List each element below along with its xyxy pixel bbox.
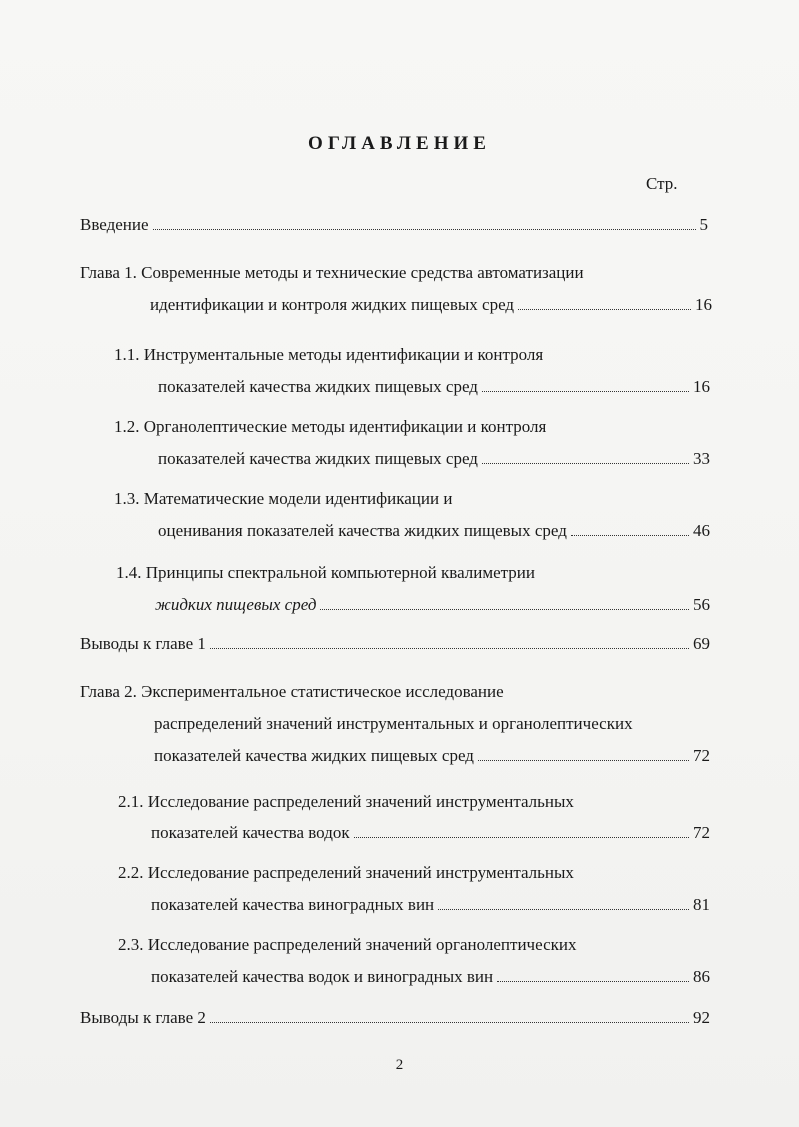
toc-entry-intro[interactable]	[80, 214, 708, 236]
toc-entry-title: Введение	[80, 215, 149, 234]
dot-leader	[210, 647, 689, 649]
toc-page-number: 92	[693, 1008, 710, 1027]
toc-entry-section-1-3[interactable]	[158, 520, 710, 542]
toc-page-number: 16	[695, 295, 712, 314]
toc-page-number: 72	[693, 823, 710, 842]
toc-entry-section-1-1[interactable]	[158, 376, 710, 398]
toc-entry-title: оценивания показателей качества жидких пищевых сред	[158, 521, 567, 540]
toc-section-2-3-heading[interactable]: 2.3. Исследование распределений значений органолептических	[118, 935, 577, 954]
dot-leader	[497, 980, 689, 982]
toc-entry-title: Выводы к главе 1	[80, 634, 206, 653]
toc-section-2-2-heading[interactable]: 2.2. Исследование распределений значений инструментальных	[118, 863, 574, 882]
toc-section-1-2-heading[interactable]: 1.2. Органолептические методы идентификации и контроля	[114, 417, 547, 436]
toc-page-number: 81	[693, 895, 710, 914]
toc-entry-chapter-1[interactable]	[150, 294, 712, 316]
dot-leader	[482, 390, 689, 392]
toc-section-1-3-heading[interactable]: 1.3. Математические модели идентификации и	[114, 489, 453, 508]
toc-section-2-1-heading[interactable]: 2.1. Исследование распределений значений инструментальных	[118, 792, 574, 811]
page-column-label: Стр.	[646, 174, 678, 193]
dot-leader	[153, 228, 696, 230]
toc-entry-title: идентификации и контроля жидких пищевых сред	[150, 295, 515, 314]
toc-entry-title: показателей качества жидких пищевых сред	[158, 449, 478, 468]
toc-chapter-2-heading[interactable]: Глава 2. Экспериментальное статистическое исследование	[80, 682, 504, 701]
toc-entry-conclusions-2[interactable]	[80, 1007, 710, 1029]
toc-entry-title: показателей качества виноградных вин	[151, 895, 435, 914]
toc-entry-section-2-1[interactable]	[151, 822, 710, 844]
toc-entry-section-1-2[interactable]	[158, 448, 710, 470]
toc-entry-title: показателей качества жидких пищевых сред	[158, 377, 478, 396]
toc-page-number: 86	[693, 967, 710, 986]
toc-entry-chapter-2[interactable]	[154, 745, 710, 767]
toc-page-number: 56	[693, 595, 710, 614]
toc-entry-title: жидких пищевых сред	[155, 595, 317, 614]
dot-leader	[482, 462, 689, 464]
dot-leader	[354, 836, 689, 838]
toc-entry-section-2-2[interactable]	[151, 894, 710, 916]
dot-leader	[210, 1021, 689, 1023]
dot-leader	[478, 759, 689, 761]
toc-section-1-4-heading[interactable]: 1.4. Принципы спектральной компьютерной квалиметрии	[116, 563, 535, 582]
toc-page-number: 69	[693, 634, 710, 653]
toc-entry-title: показателей качества водок	[151, 823, 350, 842]
dot-leader	[571, 534, 689, 536]
toc-section-1-1-heading[interactable]: 1.1. Инструментальные методы идентификации и контроля	[114, 345, 544, 364]
toc-page-number: 16	[693, 377, 710, 396]
page-number: 2	[395, 1057, 404, 1073]
toc-page-number: 46	[693, 521, 710, 540]
toc-entry-title: Выводы к главе 2	[80, 1008, 206, 1027]
toc-entry-conclusions-1[interactable]	[80, 633, 710, 655]
toc-page-number: 33	[693, 449, 710, 468]
toc-entry-title: показателей качества водок и виноградных вин	[151, 967, 494, 986]
toc-chapter-1-heading[interactable]: Глава 1. Современные методы и технические средства автоматизации	[80, 263, 584, 282]
toc-entry-title: показателей качества жидких пищевых сред	[154, 746, 474, 765]
toc-entry-section-2-3[interactable]	[151, 966, 710, 988]
toc-page-number: 72	[693, 746, 710, 765]
toc-entry-section-1-4[interactable]	[155, 594, 710, 616]
dot-leader	[320, 608, 689, 610]
page-title: ОГЛАВЛЕНИЕ	[308, 133, 491, 154]
dot-leader	[438, 908, 689, 910]
toc-page-number: 5	[699, 215, 708, 234]
toc-chapter-2-heading-line2[interactable]: распределений значений инструментальных и органолептических	[154, 714, 633, 733]
dot-leader	[518, 308, 691, 310]
